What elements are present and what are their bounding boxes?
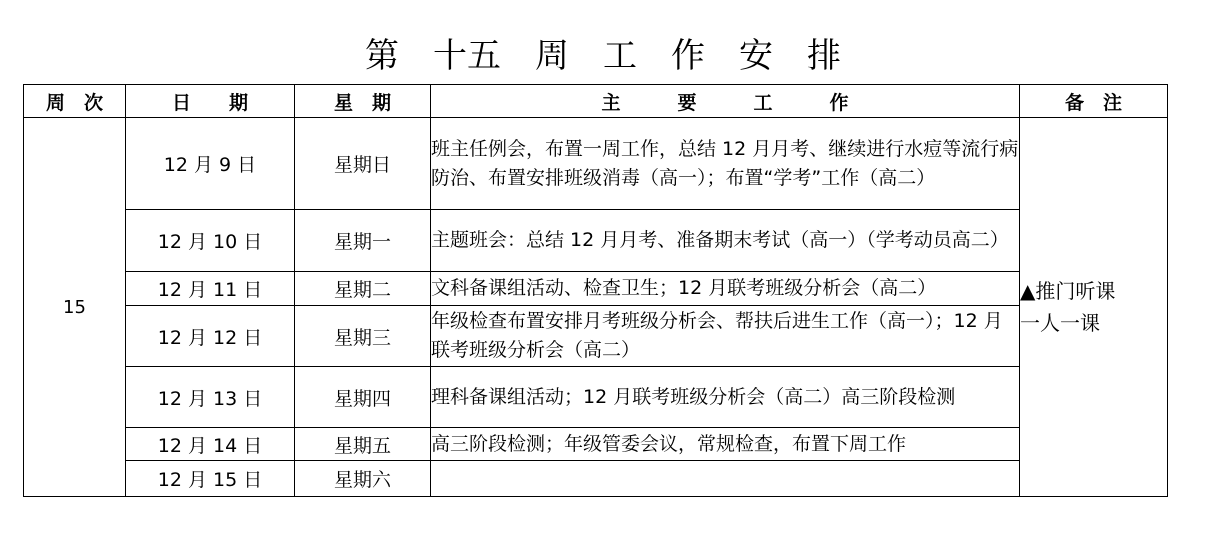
date-cell: 12 月 11 日 (126, 272, 295, 306)
weekday-cell: 星期日 (295, 118, 431, 210)
table-row (24, 118, 1168, 210)
header-work: 主 要 工 作 (431, 85, 1020, 118)
week-number-cell: 15 (24, 118, 126, 497)
table-header-row (24, 85, 1168, 118)
table-row (24, 428, 1168, 461)
date-cell: 12 月 14 日 (126, 428, 295, 461)
work-cell: 年级检查布置安排月考班级分析会、帮扶后进生工作（高一）；12 月联考班级分析会（高二） (431, 306, 1020, 367)
work-cell: 主题班会：总结 12 月月考、准备期末考试（高一）（学考动员高二） (431, 210, 1020, 272)
date-cell: 12 月 12 日 (126, 306, 295, 367)
date-cell: 12 月 9 日 (126, 118, 295, 210)
work-cell (431, 461, 1020, 497)
weekly-schedule-table (23, 84, 1168, 497)
header-notes: 备 注 (1020, 85, 1168, 118)
weekday-cell: 星期六 (295, 461, 431, 497)
table-row (24, 306, 1168, 367)
work-cell: 班主任例会，布置一周工作，总结 12 月月考、继续进行水痘等流行病防治、布置安排班级消毒（高一）；布置“学考”工作（高二） (431, 118, 1020, 210)
table-row (24, 272, 1168, 306)
date-cell: 12 月 10 日 (126, 210, 295, 272)
date-cell: 12 月 15 日 (126, 461, 295, 497)
weekday-cell: 星期四 (295, 367, 431, 428)
notes-cell (1020, 118, 1168, 497)
date-cell: 12 月 13 日 (126, 367, 295, 428)
note-line-2: 一人一课 (1020, 311, 1100, 335)
page-title: 第 十五 周 工 作 安 排 (365, 36, 841, 76)
table-row (24, 210, 1168, 272)
header-week: 周 次 (24, 85, 126, 118)
work-cell: 高三阶段检测；年级管委会议，常规检查，布置下周工作 (431, 428, 1020, 461)
header-date: 日 期 (126, 85, 295, 118)
weekday-cell: 星期二 (295, 272, 431, 306)
table-row (24, 461, 1168, 497)
work-cell: 理科备课组活动；12 月联考班级分析会（高二）高三阶段检测 (431, 367, 1020, 428)
work-cell: 文科备课组活动、检查卫生；12 月联考班级分析会（高二） (431, 272, 1020, 306)
table-row (24, 367, 1168, 428)
weekday-cell: 星期五 (295, 428, 431, 461)
note-line-1: ▲推门听课 (1020, 279, 1116, 303)
weekday-cell: 星期一 (295, 210, 431, 272)
header-weekday: 星 期 (295, 85, 431, 118)
weekday-cell: 星期三 (295, 306, 431, 367)
